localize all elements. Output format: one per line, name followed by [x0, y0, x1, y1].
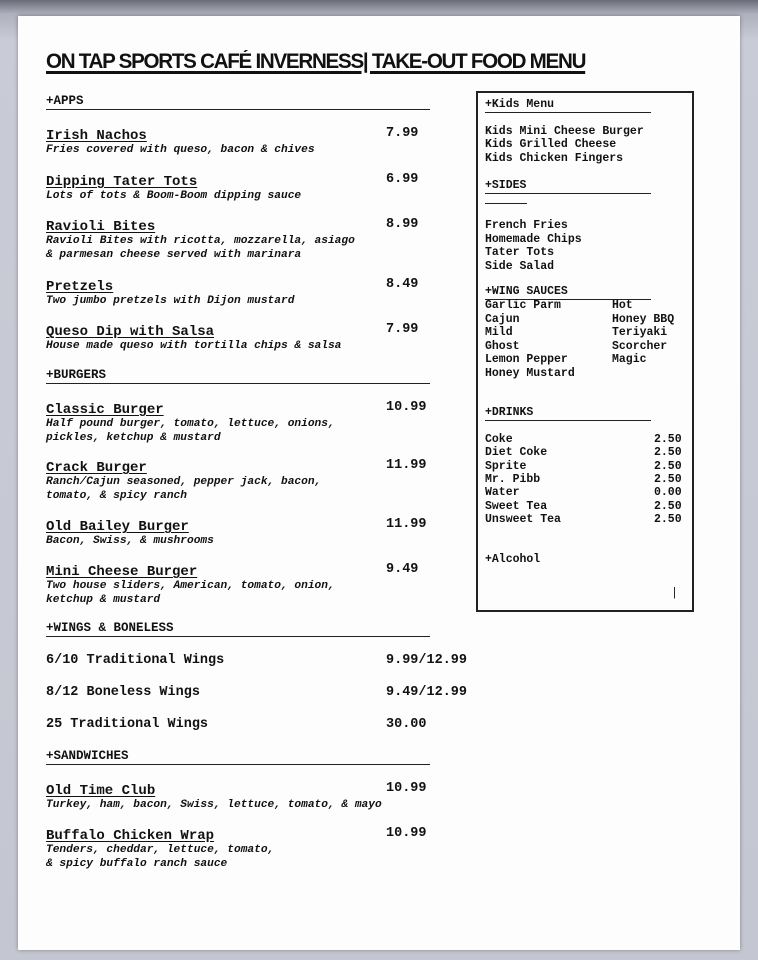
item-price: 10.99	[386, 826, 427, 841]
drink-price: 2.50	[654, 500, 682, 513]
list-item: Scorcher	[612, 340, 668, 353]
drink-price: 2.50	[654, 446, 682, 459]
menu-item	[46, 562, 476, 607]
item-name: Queso Dip with Salsa	[46, 324, 215, 340]
item-description: ketchup & mustard	[46, 593, 161, 606]
menu-item	[46, 126, 476, 158]
item-name: 25 Traditional Wings	[46, 717, 209, 732]
item-price: 8.99	[386, 217, 419, 232]
item-name: 8/12 Boneless Wings	[46, 685, 200, 700]
item-name: 6/10 Traditional Wings	[46, 653, 225, 668]
list-item: Honey BBQ	[612, 313, 675, 326]
menu-item	[46, 217, 476, 262]
list-item: Ghost	[485, 340, 520, 353]
menu-item	[46, 400, 476, 445]
item-description: Tenders, cheddar, lettuce, tomato,	[46, 844, 275, 856]
menu-item	[46, 322, 476, 354]
divider	[485, 203, 527, 204]
list-item: Side Salad	[485, 260, 555, 273]
item-description: Fries covered with queso, bacon & chives	[46, 144, 315, 156]
drink-name: Diet Coke	[485, 446, 548, 459]
drink-price: 0.00	[654, 486, 682, 499]
section-header-wings: +WINGS & BONELESS	[46, 621, 430, 637]
item-description: & spicy buffalo ranch sauce	[46, 857, 228, 870]
item-price: 9.49/12.99	[386, 685, 468, 700]
item-name: Classic Burger	[46, 402, 164, 418]
list-item: Cajun	[485, 313, 520, 326]
item-description: Half pound burger, tomato, lettuce, onions,	[46, 418, 335, 430]
drink-price: 2.50	[654, 460, 682, 473]
drink-name: Coke	[485, 433, 513, 446]
item-description: pickles, ketchup & mustard	[46, 431, 221, 444]
item-price: 10.99	[386, 400, 427, 415]
menu-item	[46, 717, 486, 732]
item-name: Pretzels	[46, 279, 114, 295]
menu-item	[46, 277, 476, 309]
item-description: & parmesan cheese served with marinara	[46, 248, 302, 261]
section-header-kids: +Kids Menu	[485, 98, 651, 113]
stray-mark: |	[671, 587, 678, 600]
item-price: 9.49	[386, 562, 419, 577]
menu-item	[46, 685, 486, 700]
item-description: Turkey, ham, bacon, Swiss, lettuce, tomato, & mayo	[46, 799, 382, 811]
item-description: House made queso with tortilla chips & salsa	[46, 340, 342, 352]
item-description: Two house sliders, American, tomato, onion,	[46, 580, 335, 592]
section-header-wing-sauces: +WING SAUCES	[485, 285, 651, 300]
item-name: Old Bailey Burger	[46, 519, 189, 535]
item-name: Crack Burger	[46, 460, 147, 476]
menu-item	[46, 172, 476, 204]
menu-item	[46, 653, 486, 668]
menu-item	[46, 781, 476, 813]
drink-price: 2.50	[654, 473, 682, 486]
item-name: Old Time Club	[46, 783, 156, 799]
item-description: tomato, & spicy ranch	[46, 489, 187, 502]
drink-name: Sprite	[485, 460, 527, 473]
drink-price: 2.50	[654, 513, 682, 526]
menu-item	[46, 517, 476, 549]
item-price: 30.00	[386, 717, 427, 732]
item-name: Irish Nachos	[46, 128, 147, 144]
item-price: 9.99/12.99	[386, 653, 468, 668]
drink-name: Mr. Pibb	[485, 473, 541, 486]
item-price: 7.99	[386, 322, 419, 337]
item-price: 11.99	[386, 458, 427, 473]
menu-page	[18, 16, 740, 950]
section-header-burgers: +BURGERS	[46, 368, 430, 384]
drink-name: Sweet Tea	[485, 500, 548, 513]
list-item: Tater Tots	[485, 246, 555, 259]
list-item: Kids Chicken Fingers	[485, 152, 624, 165]
item-price: 6.99	[386, 172, 419, 187]
menu-item	[46, 458, 476, 503]
item-description: Bacon, Swiss, & mushrooms	[46, 535, 214, 547]
item-description: Ranch/Cajun seasoned, pepper jack, bacon,	[46, 476, 322, 488]
page-title: ON TAP SPORTS CAFÉ INVERNESS| TAKE-OUT FOOD MENU	[46, 50, 586, 73]
list-item: Homemade Chips	[485, 233, 582, 246]
item-description: Lots of tots & Boom-Boom dipping sauce	[46, 190, 302, 202]
drink-price: 2.50	[654, 433, 682, 446]
item-description: Ravioli Bites with ricotta, mozzarella, asiago	[46, 235, 355, 247]
section-header-apps: +APPS	[46, 94, 430, 110]
item-name: Ravioli Bites	[46, 219, 156, 235]
list-item: Mild	[485, 326, 513, 339]
drink-name: Unsweet Tea	[485, 513, 561, 526]
sidebar-box	[476, 91, 694, 612]
item-price: 10.99	[386, 781, 427, 796]
list-item: Garlic Parm	[485, 299, 561, 312]
item-name: Dipping Tater Tots	[46, 174, 198, 190]
list-item: Hot	[612, 299, 633, 312]
section-header-drinks: +DRINKS	[485, 406, 651, 421]
item-price: 7.99	[386, 126, 419, 141]
section-header-sides: +SIDES	[485, 179, 651, 194]
section-header-sandwiches: +SANDWICHES	[46, 749, 430, 765]
list-item: Lemon Pepper	[485, 353, 568, 366]
item-name: Buffalo Chicken Wrap	[46, 828, 215, 844]
menu-item	[46, 826, 476, 871]
drink-name: Water	[485, 486, 520, 499]
list-item: Honey Mustard	[485, 367, 575, 380]
list-item: Teriyaki	[612, 326, 668, 339]
item-price: 8.49	[386, 277, 419, 292]
list-item: French Fries	[485, 219, 568, 232]
section-header-alcohol: +Alcohol	[485, 553, 541, 566]
item-name: Mini Cheese Burger	[46, 564, 198, 580]
list-item: Kids Mini Cheese Burger	[485, 125, 644, 138]
list-item: Magic	[612, 353, 647, 366]
item-description: Two jumbo pretzels with Dijon mustard	[46, 295, 295, 307]
list-item: Kids Grilled Cheese	[485, 138, 617, 151]
item-price: 11.99	[386, 517, 427, 532]
